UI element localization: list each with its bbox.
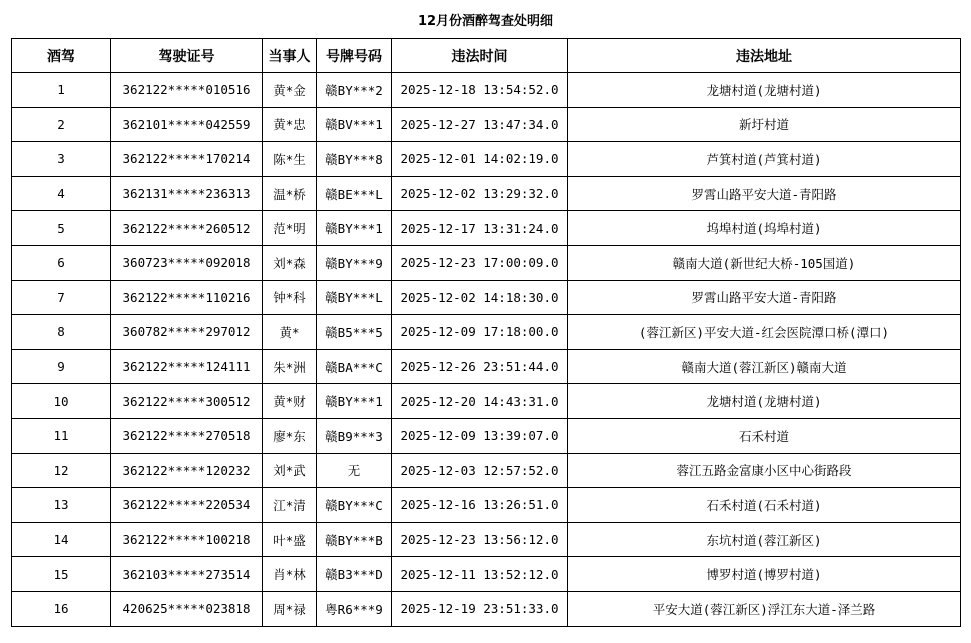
cell-violation-time: 2025-12-23 17:00:09.0 <box>392 245 568 280</box>
table-row <box>12 418 961 453</box>
cell-license-number: 420625*****023818 <box>111 591 263 626</box>
cell-violation-address: 东坑村道(蓉江新区) <box>568 522 961 557</box>
cell-plate-number: 赣BE***L <box>317 176 392 211</box>
cell-plate-number: 无 <box>317 453 392 488</box>
cell-violation-time: 2025-12-16 13:26:51.0 <box>392 488 568 523</box>
cell-index: 6 <box>12 245 111 280</box>
cell-plate-number: 赣B5***5 <box>317 315 392 350</box>
table-row <box>12 453 961 488</box>
cell-violation-address: 龙塘村道(龙塘村道) <box>568 73 961 108</box>
cell-index: 7 <box>12 280 111 315</box>
page-title: 12月份酒醉驾查处明细 <box>417 14 554 29</box>
cell-license-number: 362122*****220534 <box>111 488 263 523</box>
cell-plate-number: 赣BY***9 <box>317 245 392 280</box>
cell-index: 10 <box>12 384 111 419</box>
table-header-row <box>12 39 961 73</box>
cell-plate-number: 赣BV***1 <box>317 107 392 142</box>
cell-violation-time: 2025-12-23 13:56:12.0 <box>392 522 568 557</box>
cell-violation-time: 2025-12-20 14:43:31.0 <box>392 384 568 419</box>
column-header-party: 当事人 <box>263 39 317 73</box>
cell-plate-number: 赣BY***1 <box>317 384 392 419</box>
table-row <box>12 73 961 108</box>
cell-index: 1 <box>12 73 111 108</box>
cell-plate-number: 赣BY***1 <box>317 211 392 246</box>
cell-plate-number: 赣BY***8 <box>317 142 392 177</box>
cell-violation-address: 龙塘村道(龙塘村道) <box>568 384 961 419</box>
cell-index: 15 <box>12 557 111 592</box>
cell-index: 12 <box>12 453 111 488</box>
table-body <box>12 73 961 627</box>
cell-violation-address: 蓉江五路金富康小区中心街路段 <box>568 453 961 488</box>
cell-license-number: 360723*****092018 <box>111 245 263 280</box>
cell-party: 肖*林 <box>263 557 317 592</box>
table-row <box>12 557 961 592</box>
cell-plate-number: 赣BA***C <box>317 349 392 384</box>
cell-plate-number: 赣BY***L <box>317 280 392 315</box>
cell-violation-address: 坞埠村道(坞埠村道) <box>568 211 961 246</box>
cell-violation-address: (蓉江新区)平安大道-红会医院潭口桥(潭口) <box>568 315 961 350</box>
table-row <box>12 245 961 280</box>
cell-party: 刘*武 <box>263 453 317 488</box>
cell-party: 范*明 <box>263 211 317 246</box>
cell-violation-time: 2025-12-18 13:54:52.0 <box>392 73 568 108</box>
violations-table <box>11 38 961 627</box>
cell-party: 黄*忠 <box>263 107 317 142</box>
cell-license-number: 362122*****110216 <box>111 280 263 315</box>
cell-violation-address: 罗霄山路平安大道-青阳路 <box>568 280 961 315</box>
cell-violation-time: 2025-12-17 13:31:24.0 <box>392 211 568 246</box>
table-row <box>12 211 961 246</box>
cell-index: 2 <box>12 107 111 142</box>
cell-license-number: 362122*****270518 <box>111 418 263 453</box>
table-row <box>12 107 961 142</box>
cell-license-number: 360782*****297012 <box>111 315 263 350</box>
cell-plate-number: 赣B9***3 <box>317 418 392 453</box>
cell-party: 江*清 <box>263 488 317 523</box>
cell-party: 朱*洲 <box>263 349 317 384</box>
cell-violation-address: 石禾村道 <box>568 418 961 453</box>
cell-index: 5 <box>12 211 111 246</box>
cell-violation-address: 罗霄山路平安大道-青阳路 <box>568 176 961 211</box>
cell-plate-number: 粤R6***9 <box>317 591 392 626</box>
cell-violation-time: 2025-12-01 14:02:19.0 <box>392 142 568 177</box>
cell-violation-time: 2025-12-26 23:51:44.0 <box>392 349 568 384</box>
cell-index: 13 <box>12 488 111 523</box>
cell-party: 温*桥 <box>263 176 317 211</box>
cell-license-number: 362122*****010516 <box>111 73 263 108</box>
table-row <box>12 142 961 177</box>
table-row <box>12 315 961 350</box>
cell-license-number: 362101*****042559 <box>111 107 263 142</box>
cell-party: 周*禄 <box>263 591 317 626</box>
cell-plate-number: 赣BY***B <box>317 522 392 557</box>
column-header-violation-time: 违法时间 <box>392 39 568 73</box>
cell-party: 刘*森 <box>263 245 317 280</box>
table-row <box>12 280 961 315</box>
cell-violation-time: 2025-12-02 13:29:32.0 <box>392 176 568 211</box>
cell-party: 黄*财 <box>263 384 317 419</box>
cell-violation-time: 2025-12-09 17:18:00.0 <box>392 315 568 350</box>
table-row <box>12 522 961 557</box>
cell-violation-time: 2025-12-09 13:39:07.0 <box>392 418 568 453</box>
table-row <box>12 591 961 626</box>
column-header-plate-number: 号牌号码 <box>317 39 392 73</box>
cell-violation-time: 2025-12-27 13:47:34.0 <box>392 107 568 142</box>
table-row <box>12 488 961 523</box>
cell-party: 叶*盛 <box>263 522 317 557</box>
cell-index: 3 <box>12 142 111 177</box>
cell-violation-time: 2025-12-19 23:51:33.0 <box>392 591 568 626</box>
cell-violation-address: 博罗村道(博罗村道) <box>568 557 961 592</box>
cell-party: 廖*东 <box>263 418 317 453</box>
cell-violation-address: 平安大道(蓉江新区)浮江东大道-泽兰路 <box>568 591 961 626</box>
cell-license-number: 362122*****120232 <box>111 453 263 488</box>
cell-violation-time: 2025-12-03 12:57:52.0 <box>392 453 568 488</box>
cell-violation-address: 新圩村道 <box>568 107 961 142</box>
cell-plate-number: 赣BY***C <box>317 488 392 523</box>
cell-index: 4 <box>12 176 111 211</box>
cell-violation-address: 芦箕村道(芦箕村道) <box>568 142 961 177</box>
cell-party: 陈*生 <box>263 142 317 177</box>
table-row <box>12 384 961 419</box>
cell-plate-number: 赣BY***2 <box>317 73 392 108</box>
cell-violation-time: 2025-12-11 13:52:12.0 <box>392 557 568 592</box>
cell-party: 钟*科 <box>263 280 317 315</box>
cell-license-number: 362122*****170214 <box>111 142 263 177</box>
cell-index: 14 <box>12 522 111 557</box>
cell-license-number: 362122*****300512 <box>111 384 263 419</box>
cell-index: 11 <box>12 418 111 453</box>
cell-plate-number: 赣B3***D <box>317 557 392 592</box>
cell-index: 9 <box>12 349 111 384</box>
column-header-violation-address: 违法地址 <box>568 39 961 73</box>
column-header-license-number: 驾驶证号 <box>111 39 263 73</box>
cell-license-number: 362122*****100218 <box>111 522 263 557</box>
cell-license-number: 362122*****124111 <box>111 349 263 384</box>
cell-violation-address: 赣南大道(蓉江新区)赣南大道 <box>568 349 961 384</box>
cell-license-number: 362122*****260512 <box>111 211 263 246</box>
cell-violation-time: 2025-12-02 14:18:30.0 <box>392 280 568 315</box>
cell-party: 黄*金 <box>263 73 317 108</box>
cell-index: 8 <box>12 315 111 350</box>
column-header-drunk-driving: 酒驾 <box>12 39 111 73</box>
cell-violation-address: 赣南大道(新世纪大桥-105国道) <box>568 245 961 280</box>
table-row <box>12 176 961 211</box>
cell-license-number: 362131*****236313 <box>111 176 263 211</box>
table-row <box>12 349 961 384</box>
cell-index: 16 <box>12 591 111 626</box>
cell-party: 黄* <box>263 315 317 350</box>
cell-violation-address: 石禾村道(石禾村道) <box>568 488 961 523</box>
cell-license-number: 362103*****273514 <box>111 557 263 592</box>
